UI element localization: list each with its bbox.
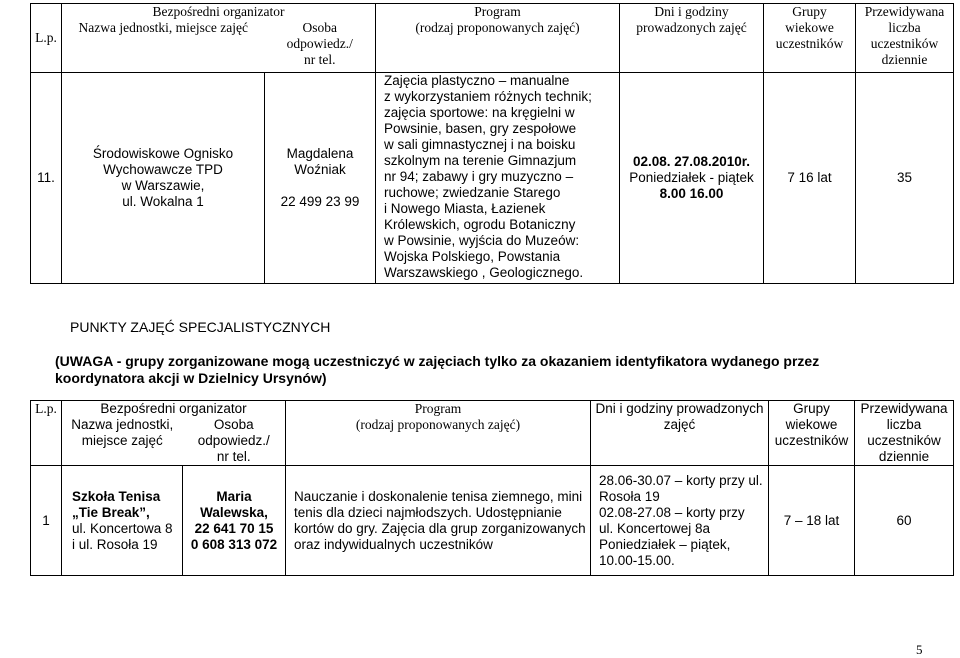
row-expected: 35 [856,72,954,283]
header2-lp: L.p. [31,401,62,466]
row2-program: Nauczanie i doskonalenie tenisa ziemnego, mini tenis dla dzieci najmłodszych. Udostępnianie kortów do gry. Zajęcia dla grup zorganizowanych oraz indywidualnych uczestników [286,466,591,576]
header-lp: L.p. [31,4,62,73]
table-specialist-activities [30,400,954,576]
header-program: Program (rodzaj proponowanych zajęć) [376,4,620,73]
header-groups: Grupy wiekowe uczestników [764,4,856,73]
row2-groups: 7 – 18 lat [769,466,855,576]
header2-unit: Nazwa jednostki, miejsce zajęć [62,417,183,466]
header2-days: Dni i godziny prowadzonych zajęć [591,401,769,466]
header2-groups: Grupy wiekowe uczestników [769,401,855,466]
row-days: 02.08. 27.08.2010r. Poniedziałek - piątek 8.00 16.00 [620,72,764,283]
row-groups: 7 16 lat [764,72,856,283]
section-note: (UWAGA - grupy zorganizowane mogą uczestniczyć w zajęciach tylko za okazaniem identyfikatora wydanego przez koordynatora akcji w Dzielnicy Ursynów) [55,353,820,386]
section-title: PUNKTY ZAJĘĆ SPECJALISTYCZNYCH [70,319,331,335]
header-person: Osoba odpowiedz./ nr tel. [265,20,376,72]
row2-unit: Szkoła Tenisa „Tie Break”, ul. Koncertowa 8 i ul. Rosoła 19 [62,466,183,576]
header-organizer: Bezpośredni organizator [62,4,376,21]
row-program: Zajęcia plastyczno – manualne z wykorzystaniem różnych technik; zajęcia sportowe: na kręgielni w Powsinie, basen, gry zespołowe w sali gimnastycznej i na boisku szkolnym na terenie Gimnazjum nr 94; zabawy i gry muzyczno – ruchowe; zwiedzanie Starego i Nowego Miasta, Łazienek Królewskich, ogrodu Botaniczny w Powsinie, wyjścia do Muzeów: Wojska Polskiego, Powstania Warszawskiego , Geologicznego. [376,72,620,283]
header2-expected: Przewidywana liczba uczestników dziennie [855,401,954,466]
header2-organizer: Bezpośredni organizator [62,401,286,418]
row2-expected: 60 [855,466,954,576]
row-person: Magdalena Woźniak 22 499 23 99 [265,72,376,283]
header-days: Dni i godziny prowadzonych zajęć [620,4,764,73]
row2-lp: 1 [31,466,62,576]
row2-days: 28.06-30.07 – korty przy ul. Rosoła 19 02.08-27.08 – korty przy ul. Koncertowej 8a Poniedziałek – piątek, 10.00-15.00. [591,466,769,576]
page-number: 5 [916,642,923,657]
header-unit: Nazwa jednostki, miejsce zajęć [62,20,265,72]
header2-person: Osoba odpowiedz./ nr tel. [183,417,286,466]
row-lp: 11. [31,72,62,283]
table-summer-activities [30,3,954,284]
header2-program: Program (rodzaj proponowanych zajęć) [286,401,591,466]
row2-person: Maria Walewska, 22 641 70 15 0 608 313 072 [183,466,286,576]
header-expected: Przewidywana liczba uczestników dziennie [856,4,954,73]
row-unit: Środowiskowe Ognisko Wychowawcze TPD w Warszawie, ul. Wokalna 1 [62,72,265,283]
